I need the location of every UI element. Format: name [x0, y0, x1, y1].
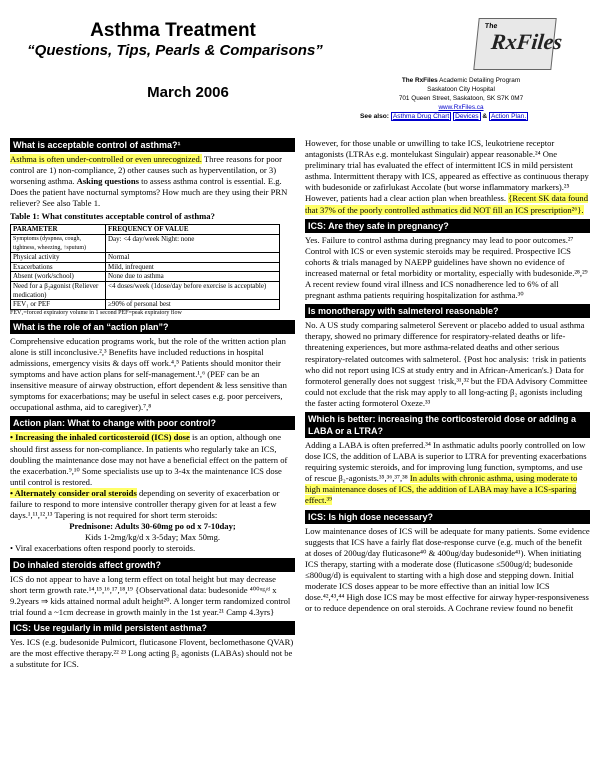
section-body-poor-control: • Increasing the inhaled corticosteroid (ICS) dose is an option, although one should first assess for non-compliance. In patients who regularly take an ICS, doubling the maintenance dose may not have a beneficial effect on the pattern of the exacerbation.⁹,¹⁰ Some specialists use up to 3-4x the maintenance ICS dose until control is restored. • Alternately consider oral steroids depending on severity of exacerbation or failure to respond to more intensive controller therapy given for at least a few days.¹,¹¹,¹²,¹³ Tapering is not required for short term steroids: Prednisone: Adults 30-60mg po od x 7-10day; Kids 1-2mg/kg/d x 3-5day; Max 50mg. • Viral exacerbations often respond poorly to steroids. [10, 432, 288, 554]
table-note: FEV₁=forced expiratory volume in 1 second PEF=peak expiratory flow [10, 309, 182, 316]
section-heading-laba-ltra: Which is better: increasing the corticosteroid dose or adding a LABA or a LTRA? [305, 412, 590, 438]
section-body-regular-use: Yes. ICS (e.g. budesonide Pulmicort, fluticasone Flovent, beclomethasone QVAR) are the most effective therapy.²² ²³ Long acting β₂ agonists (LABAs) should not be a substitute for ICS. [10, 636, 294, 670]
see-also: See also: Asthma Drug Chart Devices & Action Plan. [360, 113, 527, 120]
section-body-action-plan: Comprehensive education programs work, but the role of the written action plan alone is still inconclusive.²,³ Benefits have included reductions in hospital admissions, emergency visits & days off work.⁴,⁵ Patients should monitor their symptoms and have action plans for self-management.¹,⁶ (PEF can be an insensitive measure of airway obstruction, effort dependent & less sensitive than symptoms for exacerbations; may be useful in select cases e.g. poor perceivers, occupational asthma, aid to caregiver).⁷,⁸ [10, 335, 287, 413]
link-asthma-drug-chart[interactable]: Asthma Drug Chart [392, 113, 450, 120]
rxfiles-logo [473, 18, 564, 70]
table-row: Symptoms (dyspnea, cough, tightness, wheezing, ↑sputum) Day: <4 day/week Night: none [11, 235, 280, 253]
link-devices[interactable]: Devices [455, 113, 479, 120]
table-row: Physical activity Normal [11, 253, 280, 263]
right-column [305, 138, 590, 614]
hospital-name: Saskatoon City Hospital [427, 86, 495, 93]
left-column [10, 138, 295, 670]
section-body-high-dose: Low maintenance doses of ICS will be adequate for many patients. Some evidence suggests that ICS have a fairly flat dose-response curve (e.g. much of the benefit at doses of 200ug/day fluticasone⁴⁰ & 400ug/day budesonide⁴¹). When initiating ICS therapy, starting with a moderate dose (fluticasone ≤500ug/d; budesonide ≤800ug/d) is equivalent to starting with a high dose and stepping down. Initial moderate ICS doses appear to be more effective than an initial low ICS dose.⁴²,⁴³,⁴⁴ High dose ICS may be most effective for airway hyper-responsiveness or to reduce dependence on oral steroids. A Cochrane review found no benefit [305, 525, 590, 614]
table-row: FEV₁ or PEF ≥90% of personal best [11, 300, 280, 310]
control-table [10, 224, 280, 309]
document-title: Asthma Treatment [90, 20, 256, 41]
program-name: The RxFiles Academic Detailing Program [401, 77, 521, 84]
logo-the: The [484, 23, 498, 30]
website-link[interactable]: www.RxFiles.ca [438, 104, 484, 111]
section-heading-salmeterol: Is monotherapy with salmeterol reasonable? [305, 304, 590, 318]
address-block [330, 76, 592, 112]
section-body-salmeterol: No. A US study comparing salmeterol Serevent or placebo added to usual asthma therapy, showed no primary difference for respiratory-related deaths or life-threatening experiences, but more asthma-related deaths and other serious respiratory-related outcomes with salmeterol. {Post hoc analysis: ↑risk in patients who did not report using ICS at study entry and in African-American's.} Data for formoterol generally does not suggest ↑risk,³¹,³² but the FDA Advisory Committee could not exclude that the risk may apply to all long-acting β₂ agonists including the faster acting formoterol Oxeze.³³ [305, 320, 588, 408]
document-date: March 2006 [147, 84, 229, 101]
street-address: 701 Queen Street, Saskatoon, SK S7K 0M7 [398, 95, 524, 102]
section-heading-poor-control: Action plan: What to change with poor control? [10, 416, 295, 430]
section-heading-pregnancy: ICS: Are they safe in pregnancy? [305, 219, 590, 233]
section-body-control: Asthma is often under-controlled or even unrecognized. Three reasons for poor control are 1) non-compliance, 2) other causes such as hyperventilation, or 3) worsening asthma. Asking questions to assess asthma control is essential. E.g. Does the patient have nocturnal symptoms? How much are they using their PRN reliever? See also Table 1. [10, 154, 288, 209]
table-row: Need for a β₂agonist (Reliever medication) <4 doses/week (1dose/day before exercise is acceptable) [11, 282, 280, 300]
logo-text: RxFiles [489, 29, 564, 54]
table-row: Exacerbations Mild, infrequent [11, 262, 280, 272]
document-subtitle: “Questions, Tips, Pearls & Comparisons” [27, 42, 323, 59]
table-header-row: PARAMETER FREQUENCY OF VALUE [11, 225, 280, 235]
section-body-growth: ICS do not appear to have a long term effect on total height but may decrease short term growth rate.¹⁴,¹⁵,¹⁶,¹⁷,¹⁸,¹⁹ {Observational data: budesonide ⁴⁰⁰ᵘᵍ/ᵈ x 9.2years ⇒ kids attained normal adult height²⁰. A longer term randomized control trial found a ~1cm decrease in growth mainly in the 1st year.²¹ Camp 4.3yrs} [10, 573, 291, 617]
table-caption: Table 1: What constitutes acceptable control of asthma? [10, 211, 215, 222]
section-heading-regular-use: ICS: Use regularly in mild persistent asthma? [10, 621, 295, 635]
link-action-plan[interactable]: Action Plan. [490, 113, 527, 120]
table-row: Absent (work/school) None due to asthma [11, 272, 280, 282]
section-body-laba-ltra: Adding a LABA is often preferred.³⁴ In asthmatic adults poorly controlled on low dose ICS, the addition of LABA is superior to LTRA for preventing exacerbations requiring systemic steroids, and for improving lung function, symptoms, and use of rescue β₂-agonists.³⁵,³⁶,³⁷,³⁸ In adults with chronic asthma, using moderate to high maintenance doses of ICS, the addition of LABA may have a ICS-sparing effect.³⁹ [305, 439, 587, 506]
section-heading-action-plan: What is the role of an “action plan”? [10, 320, 295, 334]
section-body-ltra: However, for those unable or unwilling to take ICS, leukotriene receptor antagonists (LTRAs e.g. montelukast Singulair) appear reasonable.²⁴ One preliminary trial has evaluated the effect of intermittent ICS in mild persistent asthma. Intermittent therapy with ICS, appeared as effective as continuous therapy with budesonide or zafirlukast Accolate (but worse inflammatory markers).²⁵ However, patients had a clear action plan when breathless. {Recent SK data found that 37% of the poorly controlled asthmatics did NOT fill an ICS prescription²⁶}. [305, 138, 589, 215]
section-heading-control: What is acceptable control of asthma?¹ [10, 138, 295, 152]
section-heading-high-dose: ICS: Is high dose necessary? [305, 510, 590, 524]
section-body-pregnancy: Yes. Failure to control asthma during pregnancy may lead to poor outcomes.²⁷ Control with ICS or even systemic steroids may be required. Prospective ICS cohorts & trials managed by NAEPP guidelines have shown no evidence of increased maternal or fetal morbidity or mortality, especially with budesonide.²⁸,²⁹ A recent review found viral illness and ICS nonadherence led to 6% of all pregnant asthma patients requiring hospitalization for asthma.³⁰ [305, 234, 588, 301]
section-heading-growth: Do inhaled steroids affect growth? [10, 558, 295, 572]
